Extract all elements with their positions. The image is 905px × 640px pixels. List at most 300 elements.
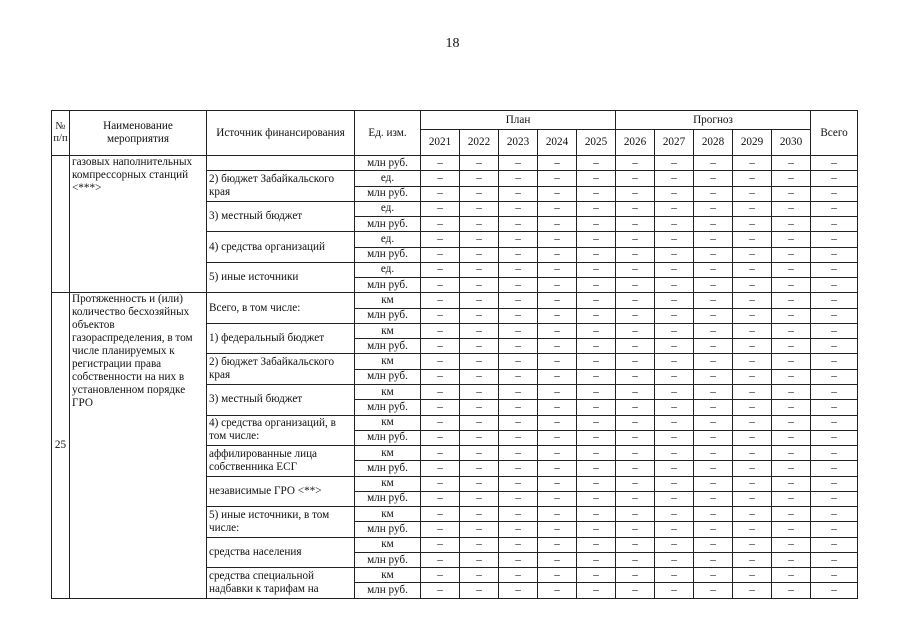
value-cell: – [499, 156, 538, 171]
unit-cell: км [355, 507, 421, 522]
value-cell: – [538, 430, 577, 445]
value-cell: – [538, 369, 577, 384]
value-cell: – [538, 186, 577, 201]
value-cell: – [772, 369, 811, 384]
value-cell: – [538, 262, 577, 277]
total-cell: – [811, 156, 858, 171]
value-cell: – [655, 384, 694, 399]
value-cell: – [733, 262, 772, 277]
value-cell: – [460, 537, 499, 552]
value-cell: – [499, 201, 538, 216]
value-cell: – [694, 583, 733, 598]
header-year: 2027 [655, 130, 694, 156]
value-cell: – [772, 232, 811, 247]
value-cell: – [694, 369, 733, 384]
row-number [52, 156, 70, 293]
value-cell: – [421, 156, 460, 171]
value-cell: – [421, 247, 460, 262]
value-cell: – [772, 552, 811, 567]
unit-cell: км [355, 384, 421, 399]
value-cell: – [655, 354, 694, 369]
value-cell: – [733, 415, 772, 430]
value-cell: – [421, 354, 460, 369]
value-cell: – [694, 384, 733, 399]
value-cell: – [733, 217, 772, 232]
value-cell: – [577, 278, 616, 293]
value-cell: – [694, 446, 733, 461]
value-cell: – [733, 491, 772, 506]
unit-cell: млн руб. [355, 217, 421, 232]
value-cell: – [421, 430, 460, 445]
source-cell: 2) бюджет Забайкальского края [207, 171, 355, 202]
value-cell: – [538, 507, 577, 522]
value-cell: – [694, 201, 733, 216]
value-cell: – [499, 278, 538, 293]
value-cell: – [460, 247, 499, 262]
value-cell: – [616, 537, 655, 552]
value-cell: – [772, 446, 811, 461]
unit-cell: км [355, 537, 421, 552]
unit-cell: км [355, 415, 421, 430]
value-cell: – [499, 186, 538, 201]
value-cell: – [460, 323, 499, 338]
value-cell: – [460, 430, 499, 445]
total-cell: – [811, 461, 858, 476]
header-year: 2023 [499, 130, 538, 156]
total-cell: – [811, 415, 858, 430]
value-cell: – [577, 476, 616, 491]
unit-cell: млн руб. [355, 583, 421, 598]
source-cell: 3) местный бюджет [207, 384, 355, 415]
value-cell: – [733, 201, 772, 216]
value-cell: – [538, 476, 577, 491]
value-cell: – [655, 339, 694, 354]
value-cell: – [460, 583, 499, 598]
total-cell: – [811, 201, 858, 216]
value-cell: – [772, 568, 811, 583]
value-cell: – [499, 446, 538, 461]
source-cell: 5) иные источники [207, 262, 355, 293]
value-cell: – [421, 552, 460, 567]
value-cell: – [538, 323, 577, 338]
value-cell: – [577, 308, 616, 323]
header-year: 2025 [577, 130, 616, 156]
value-cell: – [421, 308, 460, 323]
value-cell: – [577, 247, 616, 262]
value-cell: – [772, 217, 811, 232]
value-cell: – [538, 552, 577, 567]
value-cell: – [577, 384, 616, 399]
value-cell: – [655, 278, 694, 293]
header-plan: План [421, 111, 616, 130]
value-cell: – [421, 262, 460, 277]
unit-cell: ед. [355, 171, 421, 186]
row-number: 25 [52, 293, 70, 598]
value-cell: – [694, 461, 733, 476]
unit-cell: млн руб. [355, 522, 421, 537]
value-cell: – [421, 384, 460, 399]
value-cell: – [616, 339, 655, 354]
value-cell: – [460, 415, 499, 430]
value-cell: – [421, 323, 460, 338]
value-cell: – [499, 247, 538, 262]
value-cell: – [421, 461, 460, 476]
value-cell: – [733, 232, 772, 247]
source-cell: аффилированные лица собственника ЕСГ [207, 446, 355, 477]
measure-name: Протяженность и (или) количество бесхозяйных объектов газораспределения, в том числе планируемых к регистрации права собственности на них в установленном порядке ГРО [70, 293, 207, 598]
value-cell: – [577, 507, 616, 522]
total-cell: – [811, 476, 858, 491]
value-cell: – [421, 339, 460, 354]
value-cell: – [499, 400, 538, 415]
value-cell: – [655, 537, 694, 552]
value-cell: – [694, 217, 733, 232]
value-cell: – [694, 537, 733, 552]
value-cell: – [616, 201, 655, 216]
value-cell: – [616, 522, 655, 537]
value-cell: – [421, 446, 460, 461]
financing-table [51, 110, 858, 599]
value-cell: – [421, 537, 460, 552]
header-year: 2024 [538, 130, 577, 156]
value-cell: – [499, 384, 538, 399]
value-cell: – [499, 568, 538, 583]
value-cell: – [616, 232, 655, 247]
value-cell: – [733, 171, 772, 186]
header-year: 2028 [694, 130, 733, 156]
value-cell: – [577, 339, 616, 354]
value-cell: – [421, 476, 460, 491]
value-cell: – [694, 415, 733, 430]
value-cell: – [655, 568, 694, 583]
value-cell: – [772, 247, 811, 262]
value-cell: – [421, 232, 460, 247]
total-cell: – [811, 568, 858, 583]
value-cell: – [772, 186, 811, 201]
header-year: 2026 [616, 130, 655, 156]
value-cell: – [694, 507, 733, 522]
value-cell: – [460, 171, 499, 186]
unit-cell: млн руб. [355, 430, 421, 445]
value-cell: – [772, 201, 811, 216]
value-cell: – [772, 278, 811, 293]
value-cell: – [460, 568, 499, 583]
value-cell: – [694, 171, 733, 186]
value-cell: – [733, 278, 772, 293]
value-cell: – [460, 476, 499, 491]
value-cell: – [616, 415, 655, 430]
value-cell: – [421, 507, 460, 522]
unit-cell: млн руб. [355, 400, 421, 415]
header-name: Наименование мероприятия [70, 111, 207, 156]
value-cell: – [733, 476, 772, 491]
measure-name: газовых наполнительных компрессорных станций <***> [70, 156, 207, 293]
value-cell: – [538, 339, 577, 354]
value-cell: – [616, 262, 655, 277]
value-cell: – [655, 323, 694, 338]
source-cell: 2) бюджет Забайкальского края [207, 354, 355, 385]
value-cell: – [460, 293, 499, 308]
value-cell: – [655, 247, 694, 262]
value-cell: – [538, 568, 577, 583]
value-cell: – [772, 323, 811, 338]
value-cell: – [616, 278, 655, 293]
value-cell: – [772, 476, 811, 491]
value-cell: – [499, 583, 538, 598]
value-cell: – [733, 308, 772, 323]
value-cell: – [421, 186, 460, 201]
value-cell: – [538, 308, 577, 323]
value-cell: – [772, 339, 811, 354]
value-cell: – [538, 415, 577, 430]
total-cell: – [811, 400, 858, 415]
value-cell: – [772, 171, 811, 186]
value-cell: – [577, 293, 616, 308]
total-cell: – [811, 583, 858, 598]
value-cell: – [499, 339, 538, 354]
value-cell: – [655, 491, 694, 506]
source-cell: средства специальной надбавки к тарифам на [207, 568, 355, 599]
value-cell: – [499, 369, 538, 384]
value-cell: – [577, 201, 616, 216]
value-cell: – [499, 323, 538, 338]
value-cell: – [772, 522, 811, 537]
header-total: Всего [811, 111, 858, 156]
value-cell: – [538, 583, 577, 598]
value-cell: – [694, 354, 733, 369]
value-cell: – [538, 232, 577, 247]
value-cell: – [733, 430, 772, 445]
value-cell: – [499, 430, 538, 445]
value-cell: – [694, 552, 733, 567]
source-cell: 5) иные источники, в том числе: [207, 507, 355, 538]
value-cell: – [460, 354, 499, 369]
value-cell: – [772, 507, 811, 522]
value-cell: – [694, 339, 733, 354]
value-cell: – [616, 400, 655, 415]
header-year: 2029 [733, 130, 772, 156]
value-cell: – [772, 491, 811, 506]
value-cell: – [772, 384, 811, 399]
value-cell: – [499, 415, 538, 430]
total-cell: – [811, 507, 858, 522]
value-cell: – [733, 339, 772, 354]
value-cell: – [616, 491, 655, 506]
value-cell: – [694, 491, 733, 506]
header-source: Источник финансирования [207, 111, 355, 156]
value-cell: – [577, 537, 616, 552]
value-cell: – [694, 522, 733, 537]
value-cell: – [421, 278, 460, 293]
value-cell: – [421, 201, 460, 216]
value-cell: – [772, 537, 811, 552]
value-cell: – [577, 369, 616, 384]
unit-cell: ед. [355, 201, 421, 216]
value-cell: – [616, 308, 655, 323]
table-row [52, 293, 858, 308]
header-forecast: Прогноз [616, 111, 811, 130]
value-cell: – [577, 415, 616, 430]
total-cell: – [811, 384, 858, 399]
total-cell: – [811, 552, 858, 567]
source-cell: независимые ГРО <**> [207, 476, 355, 507]
source-cell: 1) федеральный бюджет [207, 323, 355, 354]
value-cell: – [772, 583, 811, 598]
value-cell: – [616, 507, 655, 522]
value-cell: – [499, 461, 538, 476]
total-cell: – [811, 262, 858, 277]
value-cell: – [655, 186, 694, 201]
value-cell: – [421, 400, 460, 415]
value-cell: – [655, 201, 694, 216]
value-cell: – [772, 354, 811, 369]
source-cell: 4) средства организаций [207, 232, 355, 263]
header-unit: Ед. изм. [355, 111, 421, 156]
value-cell: – [538, 217, 577, 232]
value-cell: – [733, 537, 772, 552]
value-cell: – [577, 323, 616, 338]
value-cell: – [577, 461, 616, 476]
value-cell: – [694, 232, 733, 247]
unit-cell: млн руб. [355, 247, 421, 262]
total-cell: – [811, 293, 858, 308]
value-cell: – [616, 247, 655, 262]
value-cell: – [733, 369, 772, 384]
header-year: 2030 [772, 130, 811, 156]
value-cell: – [577, 186, 616, 201]
value-cell: – [460, 384, 499, 399]
value-cell: – [499, 262, 538, 277]
source-cell: средства населения [207, 537, 355, 568]
value-cell: – [538, 384, 577, 399]
value-cell: – [538, 247, 577, 262]
value-cell: – [421, 415, 460, 430]
value-cell: – [577, 232, 616, 247]
total-cell: – [811, 339, 858, 354]
total-cell: – [811, 446, 858, 461]
value-cell: – [538, 278, 577, 293]
value-cell: – [694, 262, 733, 277]
value-cell: – [499, 476, 538, 491]
value-cell: – [499, 491, 538, 506]
value-cell: – [577, 568, 616, 583]
value-cell: – [694, 400, 733, 415]
value-cell: – [460, 308, 499, 323]
value-cell: – [499, 552, 538, 567]
value-cell: – [733, 568, 772, 583]
value-cell: – [733, 552, 772, 567]
value-cell: – [499, 522, 538, 537]
value-cell: – [577, 156, 616, 171]
value-cell: – [538, 537, 577, 552]
value-cell: – [499, 171, 538, 186]
value-cell: – [772, 308, 811, 323]
unit-cell: млн руб. [355, 552, 421, 567]
value-cell: – [733, 507, 772, 522]
value-cell: – [616, 568, 655, 583]
value-cell: – [616, 552, 655, 567]
value-cell: – [460, 446, 499, 461]
unit-cell: км [355, 293, 421, 308]
total-cell: – [811, 171, 858, 186]
unit-cell: ед. [355, 232, 421, 247]
value-cell: – [694, 568, 733, 583]
value-cell: – [421, 217, 460, 232]
value-cell: – [694, 308, 733, 323]
value-cell: – [733, 446, 772, 461]
page-number: 18 [445, 36, 460, 51]
value-cell: – [655, 446, 694, 461]
value-cell: – [733, 156, 772, 171]
value-cell: – [577, 583, 616, 598]
value-cell: – [460, 400, 499, 415]
value-cell: – [655, 369, 694, 384]
value-cell: – [616, 217, 655, 232]
unit-cell: млн руб. [355, 156, 421, 171]
value-cell: – [655, 430, 694, 445]
value-cell: – [538, 446, 577, 461]
value-cell: – [616, 369, 655, 384]
value-cell: – [733, 323, 772, 338]
unit-cell: млн руб. [355, 461, 421, 476]
unit-cell: км [355, 446, 421, 461]
value-cell: – [460, 507, 499, 522]
value-cell: – [616, 430, 655, 445]
value-cell: – [577, 446, 616, 461]
value-cell: – [733, 384, 772, 399]
value-cell: – [538, 354, 577, 369]
total-cell: – [811, 430, 858, 445]
value-cell: – [460, 522, 499, 537]
value-cell: – [538, 491, 577, 506]
unit-cell: ед. [355, 262, 421, 277]
total-cell: – [811, 522, 858, 537]
value-cell: – [421, 583, 460, 598]
total-cell: – [811, 369, 858, 384]
value-cell: – [577, 522, 616, 537]
value-cell: – [733, 354, 772, 369]
value-cell: – [499, 293, 538, 308]
total-cell: – [811, 232, 858, 247]
value-cell: – [616, 293, 655, 308]
value-cell: – [577, 217, 616, 232]
value-cell: – [538, 201, 577, 216]
value-cell: – [460, 217, 499, 232]
unit-cell: км [355, 323, 421, 338]
source-cell [207, 156, 355, 171]
total-cell: – [811, 308, 858, 323]
value-cell: – [733, 583, 772, 598]
value-cell: – [655, 461, 694, 476]
value-cell: – [694, 247, 733, 262]
table-row [52, 156, 858, 171]
value-cell: – [577, 400, 616, 415]
value-cell: – [655, 522, 694, 537]
total-cell: – [811, 247, 858, 262]
value-cell: – [460, 339, 499, 354]
value-cell: – [616, 384, 655, 399]
header-year: 2021 [421, 130, 460, 156]
value-cell: – [694, 476, 733, 491]
value-cell: – [460, 201, 499, 216]
unit-cell: млн руб. [355, 278, 421, 293]
source-cell: 3) местный бюджет [207, 201, 355, 232]
value-cell: – [460, 491, 499, 506]
value-cell: – [616, 354, 655, 369]
value-cell: – [577, 552, 616, 567]
value-cell: – [733, 400, 772, 415]
value-cell: – [772, 400, 811, 415]
